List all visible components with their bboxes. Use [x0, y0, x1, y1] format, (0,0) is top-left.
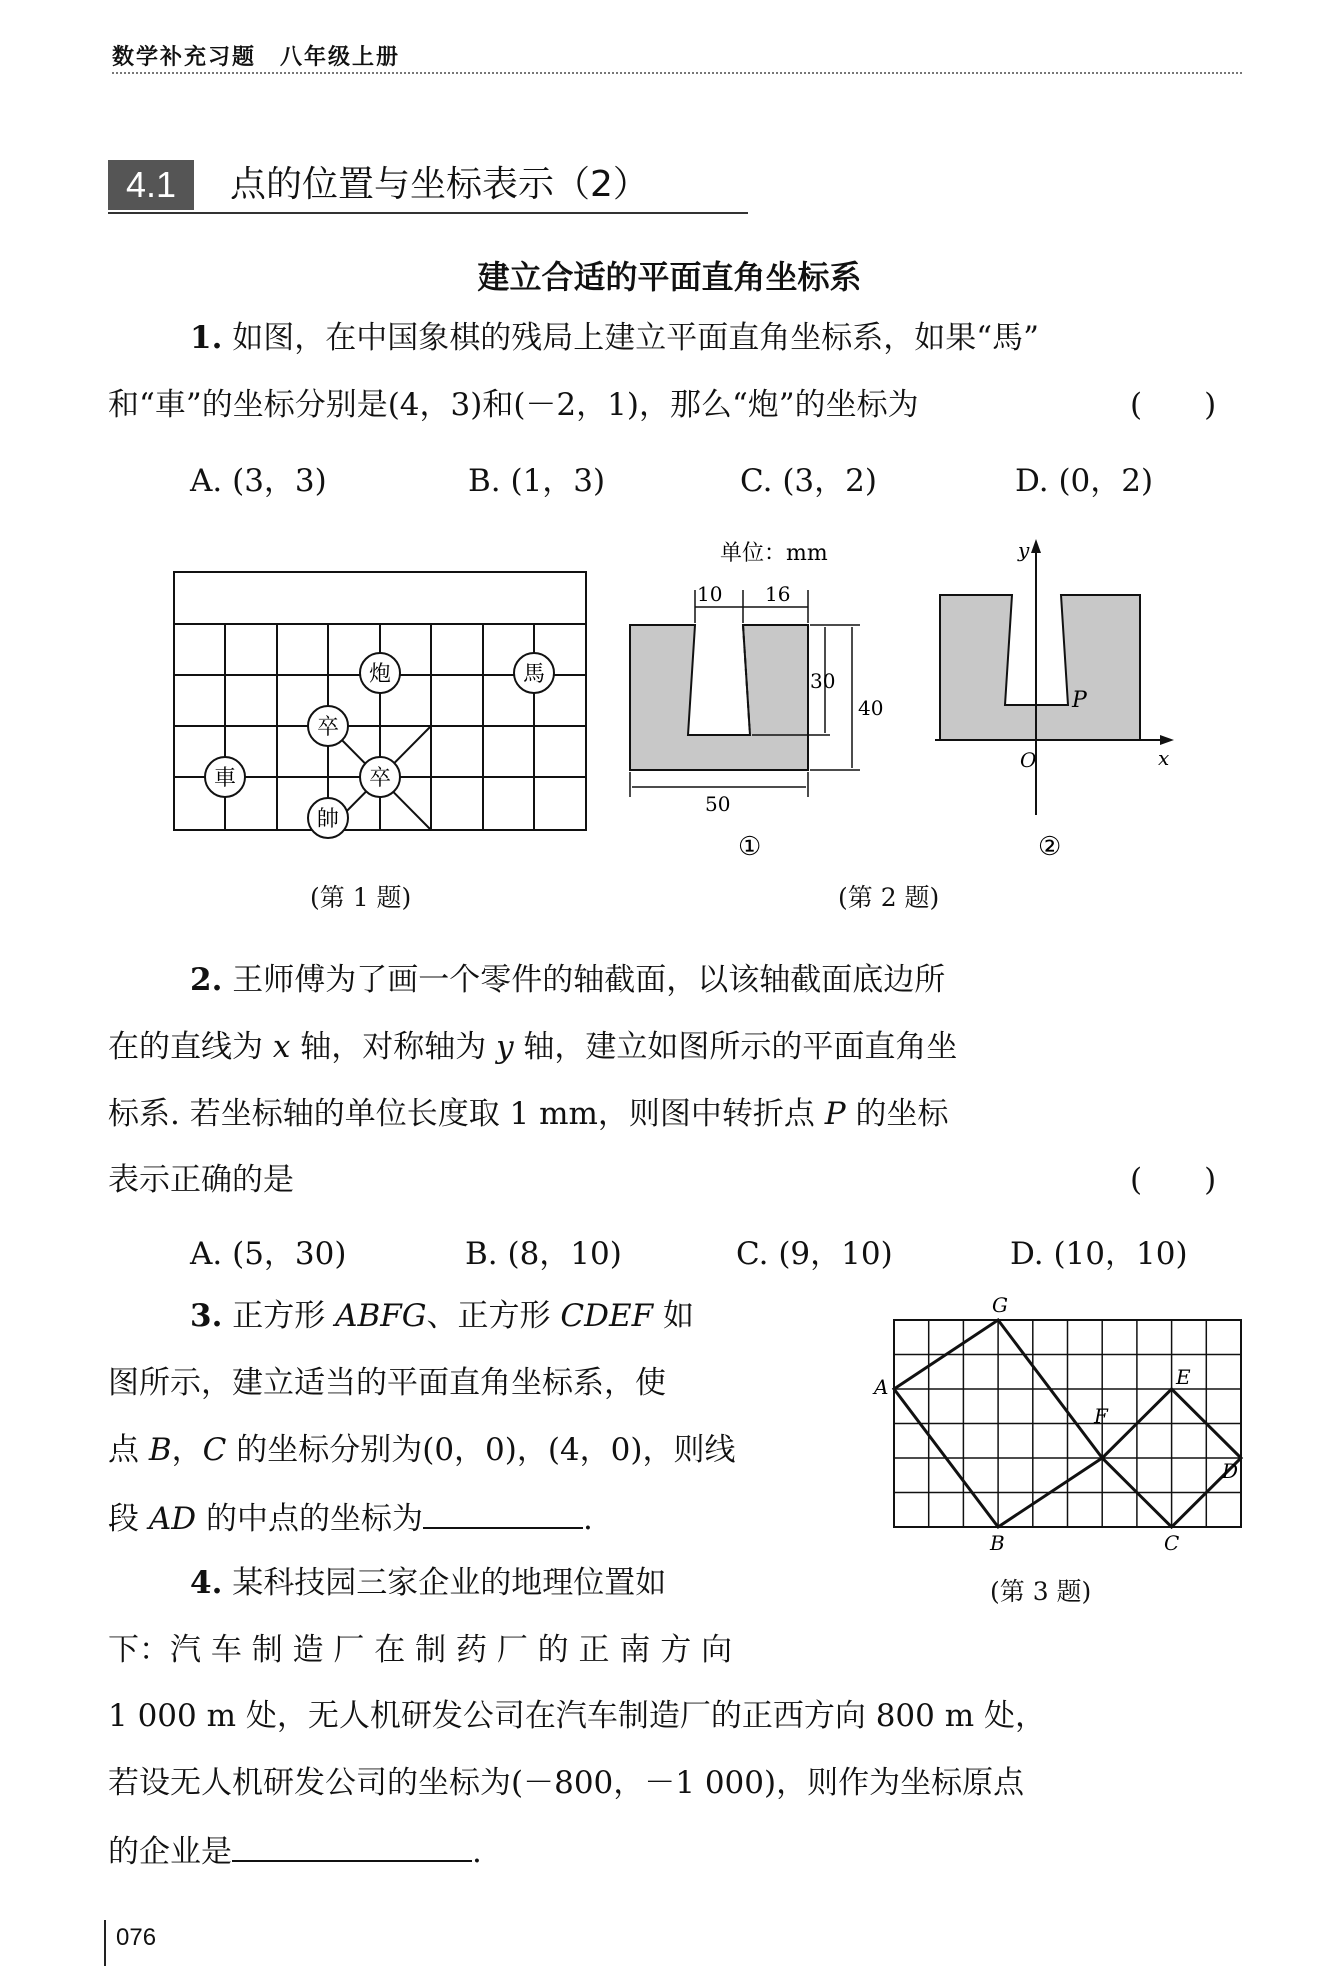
q1-answer-paren: ( ) [1130, 387, 1217, 423]
fig1-piece-shuai [308, 798, 348, 838]
svg-text:炮: 炮 [368, 662, 392, 687]
q2-number: 2. [190, 962, 223, 998]
fig2-part-shape [630, 625, 808, 770]
q2-y-var: y [496, 1029, 514, 1065]
fig3-grid [894, 1320, 1241, 1527]
fig1-caption: (第 1 题) [310, 883, 412, 912]
q1-option-a: A. (3，3) [190, 463, 327, 499]
page-number-bar [104, 1920, 106, 1966]
fig1-piece-ju [205, 757, 245, 797]
q2-p-var: P [824, 1096, 846, 1132]
q3-line1: 3. 正方形 ABFG、正方形 CDEF 如 [190, 1298, 694, 1334]
fig3-label-a: A [874, 1375, 889, 1399]
q2-option-a: A. (5，30) [190, 1236, 347, 1272]
q2-line4: 表示正确的是 [108, 1162, 294, 1198]
section-number: 4.1 [108, 160, 194, 210]
fig3-label-e: E [1176, 1365, 1191, 1389]
fig2-part1 [620, 535, 884, 865]
fig2-x-label: x [1158, 746, 1170, 770]
fig3-label-c: C [1164, 1531, 1180, 1555]
page-number: 076 [116, 1924, 157, 1951]
svg-text:卒: 卒 [368, 766, 392, 791]
fig2-label-2: ② [1038, 832, 1062, 862]
q2-line1 [190, 960, 945, 1000]
q2-line3: 标系. 若坐标轴的单位长度取 1 mm，则图中转折点 P 的坐标 [108, 1096, 949, 1132]
fig2-y-arrow [1031, 539, 1041, 553]
fig2-y-label: y [1018, 538, 1030, 562]
fig3-label-b: B [990, 1531, 1005, 1555]
q2-x-var: x [272, 1029, 291, 1065]
q1-line1 [190, 318, 1039, 358]
fig2-caption: (第 2 题) [838, 883, 940, 912]
fig2-x-arrow [1160, 735, 1174, 745]
fig3-squares-grid [872, 1290, 1262, 1560]
q4-line4: 若设无人机研发公司的坐标为(－800，－1 000)，则作为坐标原点 [108, 1765, 1025, 1801]
q4-line5: 的企业是 . [108, 1830, 482, 1872]
q1-number: 1. [190, 320, 223, 356]
q2-option-d: D. (10，10) [1010, 1236, 1188, 1272]
fig2-dim-40: 40 [858, 696, 884, 720]
q2-answer-paren: ( ) [1130, 1162, 1217, 1198]
q1-option-c: C. (3，2) [740, 463, 877, 499]
q3-number: 3. [190, 1298, 223, 1334]
q3-answer-blank[interactable] [423, 1497, 583, 1529]
fig1-chessboard [170, 568, 600, 838]
svg-text:卒: 卒 [316, 715, 340, 740]
subtitle: 建立合适的平面直角坐标系 [477, 258, 862, 296]
fig3-label-f: F [1094, 1404, 1108, 1428]
fig3-label-d: D [1222, 1459, 1239, 1483]
q1-text1: 如图，在中国象棋的残局上建立平面直角坐标系，如果“馬” [232, 320, 1039, 356]
fig2-point-p: P [1072, 688, 1087, 713]
section-underline [108, 212, 748, 214]
q2-option-b: B. (8，10) [465, 1236, 622, 1272]
fig2-origin-label: O [1020, 748, 1037, 772]
q2-text1: 王师傅为了画一个零件的轴截面，以该轴截面底边所 [232, 962, 946, 998]
fig1-piece-ma [514, 653, 554, 693]
fig3-label-g: G [992, 1293, 1008, 1317]
q3-line2: 图所示，建立适当的平面直角坐标系，使 [108, 1365, 666, 1401]
svg-text:車: 車 [213, 766, 237, 791]
fig2-part2 [930, 535, 1190, 865]
fig1-piece-zu2 [360, 757, 400, 797]
q4-answer-blank[interactable] [232, 1830, 472, 1862]
fig2-axes-shape [940, 595, 1140, 740]
section-title: 点的位置与坐标表示（2） [230, 164, 649, 205]
q4-number: 4. [190, 1565, 223, 1601]
fig2-label-1: ① [738, 832, 762, 862]
fig2-unit-label: 单位：mm [720, 541, 828, 566]
q1-option-d: D. (0，2) [1015, 463, 1154, 499]
q1-option-b: B. (1，3) [468, 463, 606, 499]
fig1-piece-pao [360, 653, 400, 693]
q2-line2: 在的直线为 x 轴，对称轴为 y 轴，建立如图所示的平面直角坐 [108, 1029, 958, 1065]
header-divider [112, 72, 1242, 74]
running-header: 数学补充习题 八年级上册 [112, 45, 401, 70]
fig3-caption: (第 3 题) [990, 1577, 1092, 1606]
q4-line2: 下：汽 车 制 造 厂 在 制 药 厂 的 正 南 方 向 [108, 1632, 733, 1668]
svg-text:馬: 馬 [522, 662, 546, 687]
q3-line4: 段 AD 的中点的坐标为 . [108, 1497, 593, 1539]
fig2-dim-30: 30 [810, 669, 836, 693]
q2-option-c: C. (9，10) [736, 1236, 893, 1272]
fig2-dim-16: 16 [765, 582, 791, 606]
q4-line1: 4. 某科技园三家企业的地理位置如 [190, 1565, 667, 1601]
q4-line3: 1 000 m 处，无人机研发公司在汽车制造厂的正西方向 800 m 处， [108, 1698, 1046, 1734]
q1-line2: 和“車”的坐标分别是(4，3)和(－2，1)，那么“炮”的坐标为 [108, 387, 919, 423]
svg-text:帥: 帥 [316, 807, 340, 832]
q3-line3: 点 B，C 的坐标分别为(0，0)，(4，0)，则线 [108, 1432, 736, 1468]
fig2-dim-50: 50 [705, 792, 731, 816]
fig2-dim-10: 10 [697, 582, 723, 606]
fig1-piece-zu1 [308, 706, 348, 746]
